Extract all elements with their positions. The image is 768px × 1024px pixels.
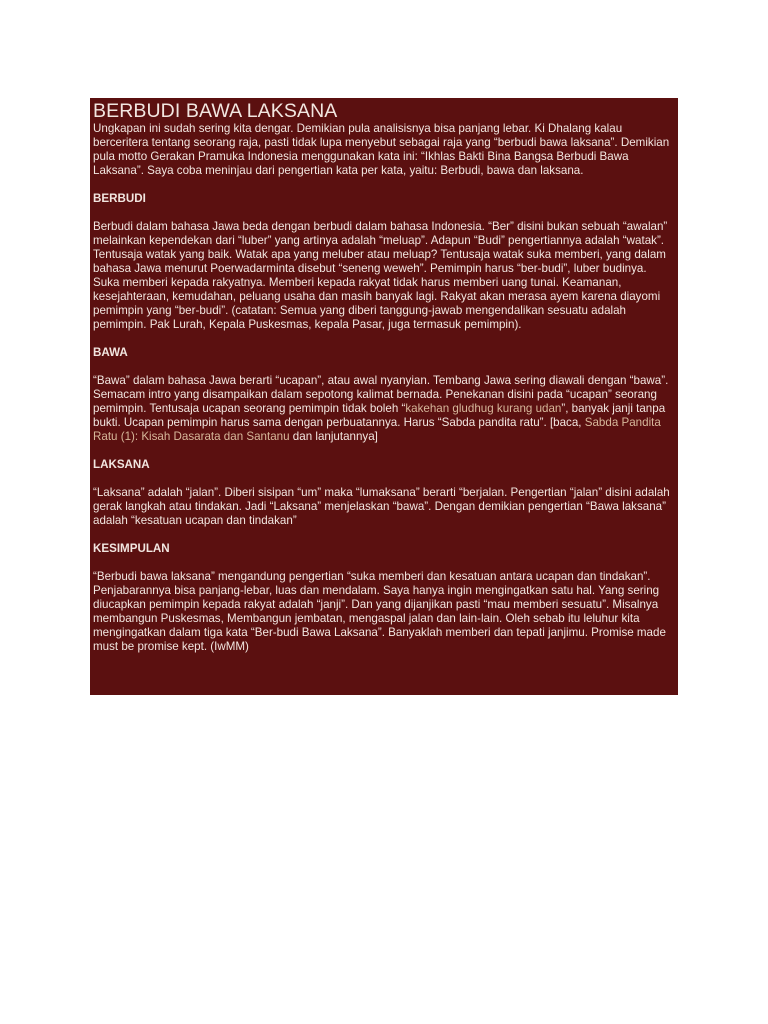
section-heading-kesimpulan: KESIMPULAN bbox=[93, 542, 170, 555]
bawa-text-part-1: “Bawa” dalam bahasa Jawa berarti “ucapan”, atau awal nyanyian. Tembang Jawa sering diawali dengan “bawa”. Semacam intro yang disampaikan dalam sepotong kalimat bernada. Penekanan disini pada “ucapan” seorang pemimpin. Tentusaja ucapan seorang pemimpin tidak boleh “ bbox=[93, 374, 669, 415]
bawa-text-part-3: dan lanjutannya] bbox=[289, 430, 378, 443]
laksana-paragraph: “Laksana” adalah “jalan”. Diberi sisipan “um” maka “lumaksana” berarti “berjalan. Pengertian “jalan” disini adalah gerak langkah atau tindakan. Jadi “Laksana” menjelaskan “bawa”. Dengan demikian pengertian “Bawa laksana” adalah “kesatuan ucapan dan tindakan” bbox=[93, 486, 670, 527]
sabda-pandita-ratu-link[interactable]: Sabda Pandita Ratu (1): Kisah Dasarata dan Santanu bbox=[93, 416, 661, 443]
section-heading-laksana: LAKSANA bbox=[93, 458, 150, 471]
bawa-text-part-2: ”, banyak janji tanpa bukti. Ucapan pemimpin harus sama dengan perbuatannya. Harus “Sabda pandita ratu”. [baca, bbox=[93, 402, 666, 429]
berbudi-paragraph: Berbudi dalam bahasa Jawa beda dengan berbudi dalam bahasa Indonesia. “Ber” disini bukan sebuah “awalan” melainkan kependekan dari “luber” yang artinya adalah “meluap”. Adapun “Budi” pengertiannya adalah “watak”. Tentusaja watak yang baik. Watak apa yang meluber atau meluap? Tentusaja watak suka memberi, yang dalam bahasa Jawa menurut Poerwadarminta disebut “seneng weweh”. Pemimpin harus “ber-budi”, luber budinya. Suka memberi kepada rakyatnya. Memberi kepada rakyat tidak harus memberi uang tunai. Keamanan, kesejahteraan, kemudahan, peluang usaha dan masih banyak lagi. Rakyat akan merasa ayem karena diayomi pemimpin yang “ber-budi”. (catatan: Semua yang diberi tanggung-jawab mengendalikan sesuatu adalah pemimpin. Pak Lurah, Kepala Puskesmas, kepala Pasar, juga termasuk pemimpin). bbox=[93, 220, 668, 331]
bawa-paragraph bbox=[93, 374, 673, 444]
section-heading-bawa: BAWA bbox=[93, 346, 128, 359]
kesimpulan-paragraph: “Berbudi bawa laksana” mengandung pengertian “suka memberi dan kesatuan antara ucapan dan tindakan”. Penjabarannya bisa panjang-lebar, luas dan mendalam. Saya hanya ingin mengingatkan satu hal. Yang sering diucapkan pemimpin kepada rakyat adalah “janji”. Dan yang dijanjikan pasti “mau memberi sesuatu”. Misalnya membangun Puskesmas, Membangun jembatan, mengaspal jalan dan lain-lain. Oleh sebab itu leluhur kita mengingatkan dalam tiga kata “Ber-budi Bawa Laksana”. Banyaklah memberi dan tepati janjimu. Promise made must be promise kept. (IwMM) bbox=[93, 570, 666, 653]
article-panel bbox=[90, 98, 678, 695]
section-heading-berbudi: BERBUDI bbox=[93, 192, 146, 205]
article-title: BERBUDI BAWA LAKSANA bbox=[93, 100, 338, 122]
intro-paragraph: Ungkapan ini sudah sering kita dengar. Demikian pula analisisnya bisa panjang lebar. Ki Dhalang kalau berceritera tentang seorang raja, pasti tidak lupa menyebut sebagai raja yang “berbudi bawa laksana”. Demikian pula motto Gerakan Pramuka Indonesia menggunakan kata ini: “Ikhlas Bakti Bina Bangsa Berbudi Bawa Laksana”. Saya coba meninjau dari pengertian kata per kata, yaitu: Berbudi, bawa dan laksana. bbox=[93, 122, 670, 177]
kakehan-gludhug-link[interactable]: kakehan gludhug kurang udan bbox=[405, 402, 562, 415]
